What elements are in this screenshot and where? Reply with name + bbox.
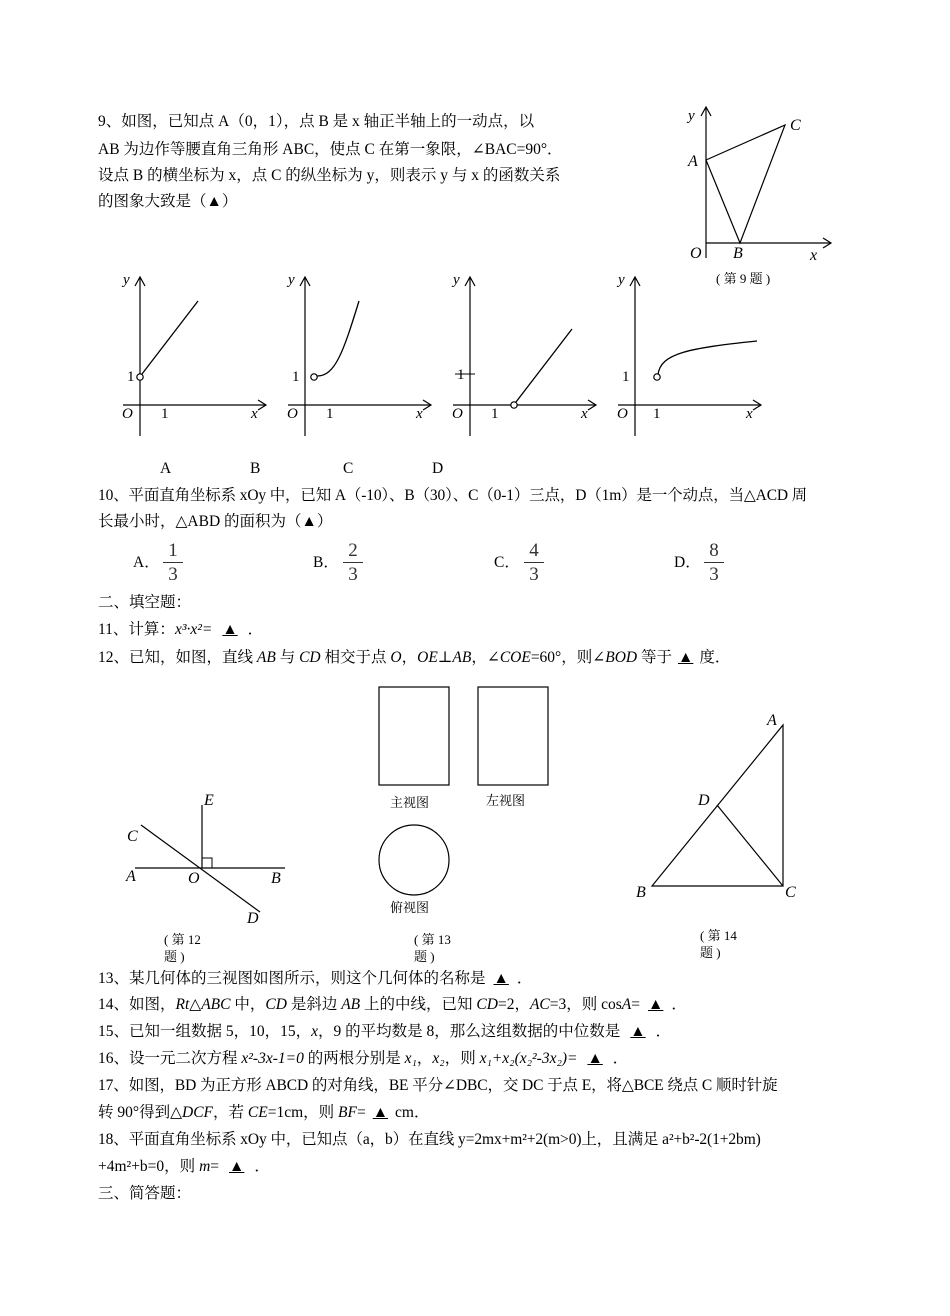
svg-text:D: D (247, 910, 259, 927)
svg-text:O: O (122, 406, 133, 422)
caption-q9: ( 第 9 题 ) (716, 271, 771, 286)
q18-line1: 18、平面直角坐标系 xOy 中，已知点（a，b）在直线 y=2mx+m²+2(m>0)上，且满足 a²+b²-2(1+2bm) (98, 1131, 761, 1148)
q10-choice-d: D． (674, 554, 701, 571)
svg-text:左视图: 左视图 (486, 793, 526, 808)
graph-d (616, 272, 761, 436)
figure-q14 (630, 705, 810, 910)
svg-text:O: O (287, 406, 298, 422)
caption-q13: ( 第 13 题 ) (414, 932, 451, 964)
option-d-label: D (432, 460, 444, 477)
q10-choice-b-fraction: 2 3 (343, 541, 363, 584)
triangle-abc (706, 125, 785, 243)
svg-text:y: y (288, 272, 295, 288)
label-a: A (688, 153, 698, 170)
label-b: B (733, 245, 743, 262)
graph-c (451, 272, 596, 436)
q9-line2: AB 为边作等腰直角三角形 ABC，使点 C 在第一象限，∠BAC=90°． (98, 141, 563, 158)
svg-text:y: y (453, 272, 460, 288)
label-o: O (690, 245, 702, 262)
graph-a (121, 272, 266, 436)
left-view (478, 687, 548, 785)
figure-q13 (370, 680, 560, 920)
q10-choice-a: A． (133, 554, 160, 571)
figure-q12 (115, 785, 305, 930)
option-b-label: B (250, 460, 261, 477)
svg-text:y: y (123, 272, 130, 288)
svg-text:C: C (127, 828, 138, 845)
svg-text:俯视图: 俯视图 (390, 900, 430, 915)
svg-text:A: A (126, 868, 136, 885)
svg-text:1: 1 (653, 406, 661, 422)
option-graphs (115, 268, 785, 440)
q10-choice-b: B． (313, 554, 339, 571)
svg-text:1: 1 (292, 369, 300, 385)
q17-line1: 17、如图，BD 为正方形 ABCD 的对角线，BE 平分∠DBC，交 DC 于点 E，将△BCE 绕点 C 顺时针旋 (98, 1077, 778, 1094)
section3-heading: 三、简答题： (98, 1185, 192, 1202)
front-view (379, 687, 449, 785)
graph-b (286, 272, 431, 436)
svg-text:E: E (204, 792, 214, 809)
option-c-label: C (343, 460, 354, 477)
top-view (379, 825, 449, 895)
option-a-label: A (160, 460, 172, 477)
svg-text:主视图: 主视图 (390, 795, 430, 810)
q10-choice-d-fraction: 8 3 (704, 541, 724, 584)
q10-choice-a-fraction: 1 3 (163, 541, 183, 584)
median-cd (717, 805, 783, 886)
svg-text:C: C (785, 884, 796, 901)
caption-q14: ( 第 14 题 ) (700, 928, 737, 960)
q10-line2: 长最小时，△ABD 的面积为（▲） (98, 513, 333, 530)
label-y: y (688, 108, 695, 124)
svg-text:O: O (452, 406, 463, 422)
section2-heading: 二、填空题： (98, 594, 192, 611)
q9-line1: 9、如图，已知点 A（0，1），点 B 是 x 轴正半轴上的一动点，以 (98, 113, 535, 130)
svg-text:x: x (416, 406, 423, 422)
label-x: x (810, 247, 818, 264)
q10-choice-c: C． (494, 554, 520, 571)
q14: 14、如图，Rt△ABC 中，CD 是斜边 AB 上的中线，已知 CD=2，AC=3，则 cosA= ▲ ． (98, 996, 687, 1013)
q13: 13、某几何体的三视图如图所示，则这个几何体的名称是 ▲ ． (98, 970, 533, 987)
caption-q12: ( 第 12 题 ) (164, 932, 201, 964)
q9-line3: 设点 B 的横坐标为 x，点 C 的纵坐标为 y，则表示 y 与 x 的函数关系 (98, 167, 561, 184)
label-c: C (790, 117, 801, 134)
figure-q9 (660, 98, 850, 293)
q12: 12、已知，如图，直线 AB 与 CD 相交于点 O，OE⊥AB，∠COE=60°，则∠BOD 等于 ▲ 度． (98, 649, 731, 666)
svg-text:D: D (698, 792, 710, 809)
svg-text:1: 1 (491, 406, 499, 422)
svg-text:1: 1 (326, 406, 334, 422)
svg-text:O: O (617, 406, 628, 422)
q15: 15、已知一组数据 5，10，15，x，9 的平均数是 8，那么这组数据的中位数是 ▲ ． (98, 1023, 672, 1040)
q11: 11、计算：x³·x²= ▲ ． (98, 621, 264, 638)
svg-text:1: 1 (457, 367, 465, 383)
svg-text:A: A (767, 712, 777, 729)
svg-text:x: x (251, 406, 258, 422)
svg-text:1: 1 (127, 369, 135, 385)
svg-text:x: x (581, 406, 588, 422)
svg-text:1: 1 (161, 406, 169, 422)
svg-text:1: 1 (622, 369, 630, 385)
q16: 16、设一元二次方程 x²-3x-1=0 的两根分别是 x₁，x₂，则 x₁+x₂(x₂²-3x₂)= ▲ ． (98, 1050, 629, 1067)
svg-text:y: y (618, 272, 625, 288)
svg-text:x: x (746, 406, 753, 422)
svg-text:B: B (271, 870, 281, 887)
q10-line1: 10、平面直角坐标系 xOy 中，已知 A（-10）、B（30）、C（0-1）三点，D（1m）是一个动点，当△ACD 周 (98, 487, 808, 504)
svg-text:B: B (636, 884, 646, 901)
q18-line2: +4m²+b=0，则 m= ▲ ． (98, 1158, 270, 1175)
svg-text:O: O (188, 870, 200, 887)
q9-line4: 的图象大致是（▲） (98, 193, 238, 210)
q10-choice-c-fraction: 4 3 (524, 541, 544, 584)
q17-line2: 转 90°得到△DCF，若 CE=1cm，则 BF= ▲ cm． (98, 1104, 430, 1121)
